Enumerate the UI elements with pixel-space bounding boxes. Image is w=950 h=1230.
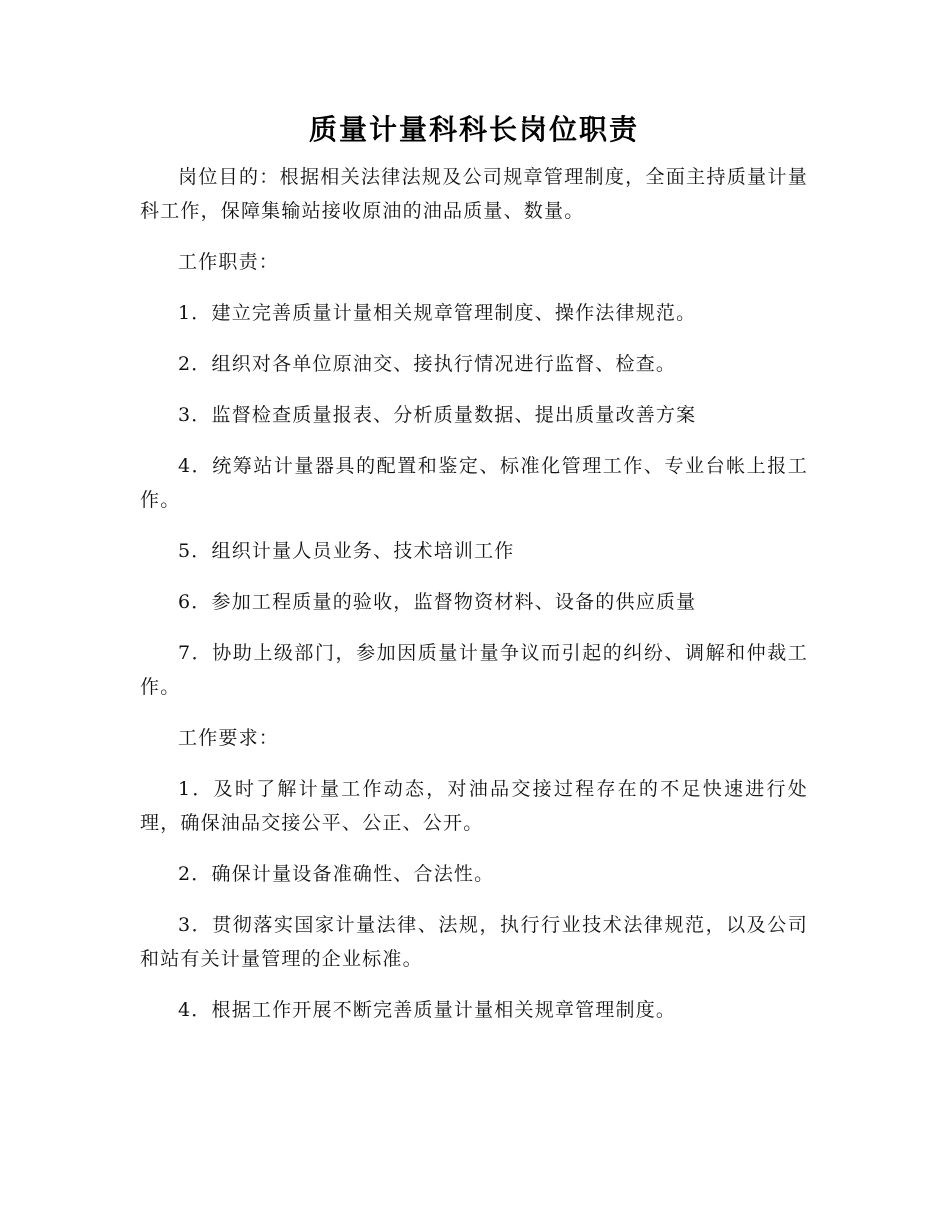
duty-item-5: 5．组织计量人员业务、技术培训工作	[178, 540, 515, 562]
requirement-item-2: 2．确保计量设备准确性、合法性。	[178, 863, 495, 885]
duty-item-2: 2．组织对各单位原油交、接执行情况进行监督、检查。	[178, 353, 677, 375]
document-title: 质量计量科科长岗位职责	[308, 113, 639, 146]
duty-item-4: 4．统筹站计量器具的配置和鉴定、标准化管理工作、专业台帐上报工作。	[140, 455, 808, 511]
document-body	[140, 110, 808, 1044]
requirement-item-3: 3．贯彻落实国家计量法律、法规，执行行业技术法律规范，以及公司和站有关计量管理的企业标准。	[140, 914, 808, 970]
requirement-item-1: 1．及时了解计量工作动态，对油品交接过程存在的不足快速进行处理，确保油品交接公平、公正、公开。	[140, 778, 808, 834]
requirement-item-4: 4．根据工作开展不断完善质量计量相关规章管理制度。	[178, 999, 677, 1021]
duty-item-6: 6．参加工程质量的验收，监督物资材料、设备的供应质量	[178, 591, 697, 613]
duty-item-7: 7．协助上级部门，参加因质量计量争议而引起的纠纷、调解和仲裁工作。	[140, 642, 808, 698]
duty-item-3: 3．监督检查质量报表、分析质量数据、提出质量改善方案	[178, 404, 697, 426]
section-heading-requirements: 工作要求：	[178, 727, 280, 749]
paragraph-purpose: 岗位目的：根据相关法律法规及公司规章管理制度，全面主持质量计量科工作，保障集输站接收原油的油品质量、数量。	[140, 166, 808, 222]
duty-item-1: 1．建立完善质量计量相关规章管理制度、操作法律规范。	[178, 302, 697, 324]
section-heading-duties: 工作职责：	[178, 251, 280, 273]
